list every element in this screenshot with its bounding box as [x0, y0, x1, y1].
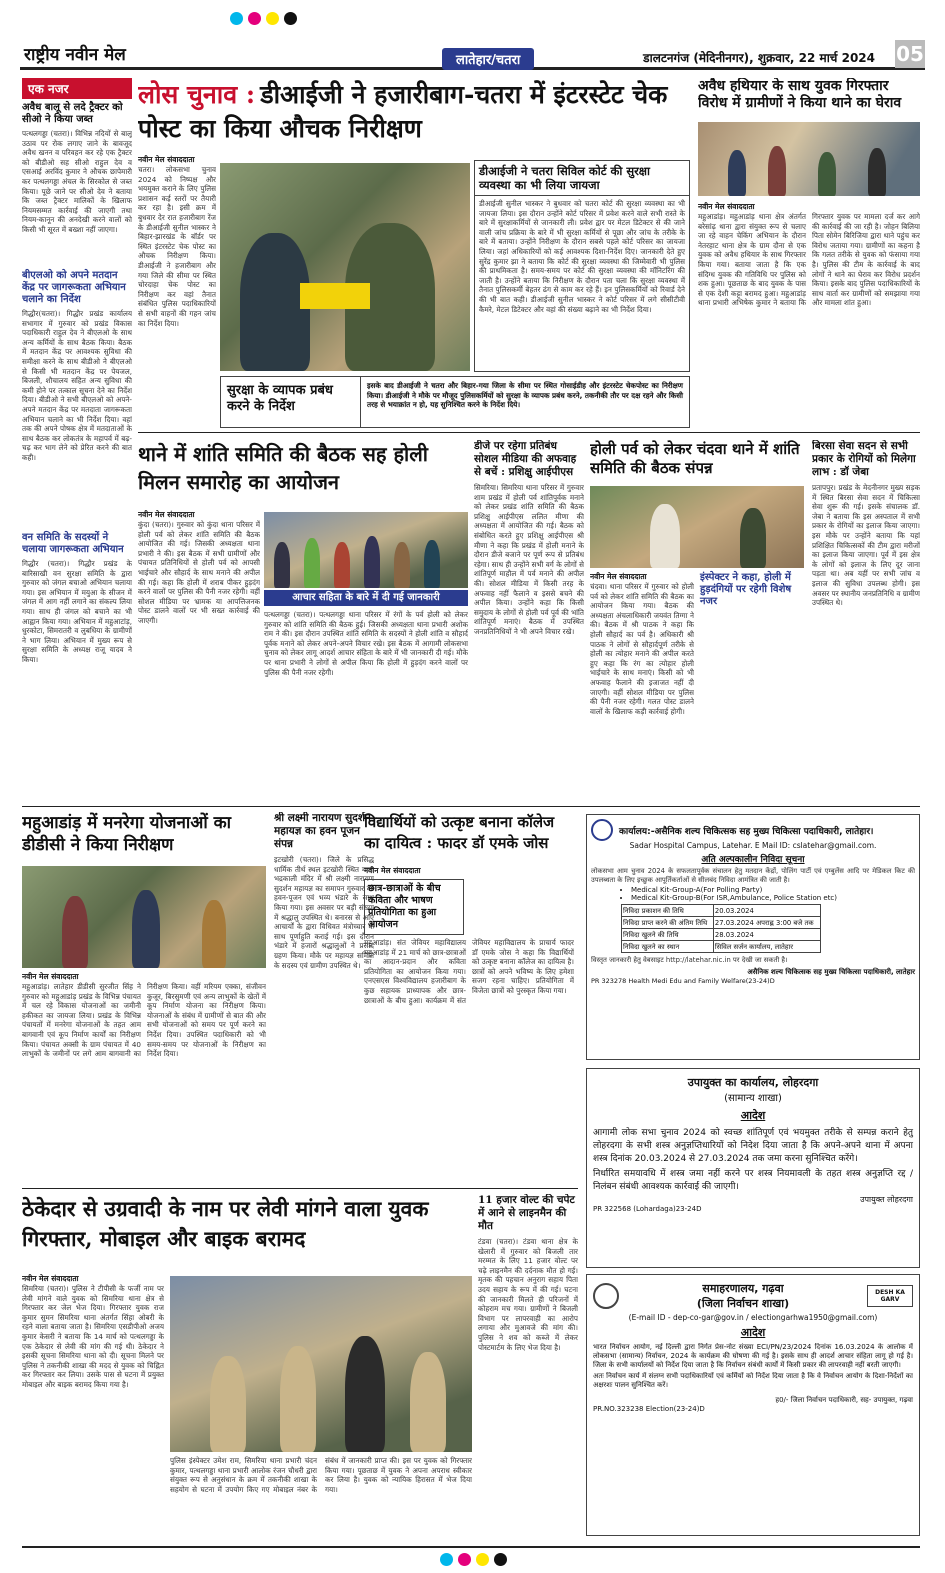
ad2-sign: उपायुक्त लोहरदगा: [860, 1195, 913, 1204]
college-headline: विद्यार्थियों को उत्कृष्ट बनाना कॉलेज का दायित्व : फादर डॉ एमके जोस: [364, 813, 555, 852]
holi-text: चंदवा। थाना परिसर में गुरुवार को होली पर्व को लेकर शांति समिति की बैठक का आयोजन किया गया। बैठक की अध्यक्षता अंचलाधिकारी जयवंत तिग्गा ने की। बैठक में श्री पाठक ने कहा कि होली सौहार्द का पर्व है। अधिकारी श्री पाठक ने लोगों से सौहार्दपूर्ण तरीके से होली का त्योहार मनाने की अपील करते हुए कहा कि रंग का त्योहार होली भाईचारे के साथ मनाएं। किसी को भी अफवाह फैलाने की इजाजत नहीं दी जाएगी। वहीं सोशल मीडिया पर पुलिस की पैनी नजर रहेगी। गलत पोस्ट डालने वालों के खिलाफ कड़ी कार्रवाई होगी।: [590, 582, 694, 716]
lead-sub-title: डीआईजी ने चतरा सिविल कोर्ट की सुरक्षा व्यवस्था का भी लिया जायजा: [475, 161, 689, 196]
holi-title: होली पर्व को लेकर चंदवा थाने में शांति समिति की बैठक संपन्न: [590, 440, 800, 477]
thekedar-photo: [170, 1276, 472, 1452]
ad2-pr: PR 322568 (Lohardaga)23-24D: [593, 1205, 702, 1213]
ek-nazar-column: [22, 78, 132, 794]
ad1-title: अति अल्पकालीन निविदा सूचना: [701, 855, 805, 865]
mgnrega-text: महुआडांड़। लातेहार डीडीसी सुरजीत सिंह ने गुरुवार को महुआडांड़ प्रखंड के विभिन्न पंचायत में चल रहे विकास योजनाओं का जमीनी हकीकत का जायजा लिया। प्रखंड के विभिन्न पंचायतों में मनरेगा योजनाओं के तहत आम बागवानी एवं कूप निर्माण कार्यों का निरीक्षण किया। पंचायत अक्सी के ग्राम पंचायत में 40 लाभुकों के जमीनों पर लगे आम बागवानी का निरीक्षण किया। वहीं मरियम एक्का, संजीवन कुजूर, बिरसुमणी एवं अन्य लाभुकों के खेतों में कूप निर्माण योजना का निरीक्षण किया। योजनाओं के संबंध में ग्रामीणों से बात की और सभी योजनाओं को समय पर पूर्ण करने का निर्देश दिया। उपस्थित पदाधिकारी को भी समय-समय पर योजनाओं के निरीक्षण का निर्देश दिया।: [22, 982, 266, 1059]
ad2-body-2: निर्धारित समयावधि में शस्त्र जमा नहीं करने पर शस्त्र नियमावली के तहत शस्त्र अनुज्ञप्ति रद्द / निलंबन संबंधी आवश्यक कार्रवाई की जाएगी।: [593, 1169, 913, 1192]
ad1-footer: विस्तृत जानकारी हेतु वेबसाइट http://latehar.nic.in पर देखी जा सकती है।: [591, 956, 788, 965]
ad1-item: • Medical Kit-Group-A(For Polling Party): [631, 886, 915, 894]
shanti-body: [138, 510, 260, 800]
ad1-body: लोकसभा आम चुनाव 2024 के सफलतापूर्वक संचालन हेतु मतदान केंद्रों, पोलिंग पार्टी एवं एम्बुलेंस आदि पर मेडिकल किट की उपलब्धता के लिए इच्छुक आपूर्तिकर्ताओं से सीलबंद निविदा आमंत्रित की जाती है।: [591, 867, 915, 884]
shanti-byline: नवीन मेल संवाददाता: [138, 510, 195, 519]
ad2-office: उपायुक्त का कार्यालय, लोहरदगा: [687, 1076, 819, 1089]
shanti-photo: [264, 512, 468, 588]
thekedar-byline: नवीन मेल संवाददाता: [22, 1274, 79, 1283]
ad3-sub: (जिला निर्वाचन शाखा): [696, 1297, 790, 1310]
masthead: [20, 40, 925, 70]
table-row: निविदा प्रकाशन की तिथि 20.03.2024: [622, 905, 821, 917]
mgnrega-headline: महुआडांड़ में मनरेगा योजनाओं का डीडीसी ने किया निरीक्षण: [22, 813, 232, 855]
lead-sub-text: डीआईजी सुनील भास्कर ने बुधवार को चतरा कोर्ट की सुरक्षा व्यवस्था का भी जायजा लिया। इस दौरान उन्होंने कोर्ट परिसर में प्रवेश करने वाले सभी रास्ते के बारे में सुरक्षाकर्मियों से जानकारी ली। प्रवेश द्वार पर मेटल डिटेक्टर से की जाने वाली जांच प्रक्रिया के बारे में भी सुरक्षा कर्मियों से पूछा और जांच के तरीके के बारे में बताया। उन्होंने निरीक्षण के दौरान सबसे पहले कोर्ट परिसर का जायजा लिया। जहां अधिकारियों को कई आवश्यक दिशा-निर्देश दिए। जानकारी देते हुए सुरेंद्र कुमार झा ने बताया कि कोर्ट की सुरक्षा व्यवस्था की जिम्मेवारी भी पुलिस की प्राथमिकता है। समय-समय पर कोर्ट की सुरक्षा व्यवस्था की मॉनिटरिंग की जाती है। उन्होंने बताया कि निरीक्षण के दौरान पता चला कि सुरक्षा व्यवस्था में तैनात पुलिसकर्मी बेहतर ढंग से काम कर रहे हैं। इन पुलिसकर्मियों को रिवार्ड देने की भी बात कही। डीआईजी सुनील भास्कर ने कोर्ट परिसर में लगे सीसीटीवी कैमरे, मेटल डिटेक्टर और वहां की संख्या बढ़ाने का भी निर्देश दिया।: [479, 199, 685, 314]
ad3-body-2: अतः निर्वाचन कार्य में संलग्न सभी पदाधिकारियों एवं कर्मियों को निर्देश दिया जाता है कि वे निर्वाचन आयोग के दिशा-निर्देशों का अक्षरशः पालन सुनिश्चित करें।: [593, 1372, 913, 1389]
mgnrega-photo: [22, 866, 266, 968]
thekedar-text: सिमरिया (चतरा)। पुलिस ने टीपीसी के फर्जी नाम पर लेवी मांगने वाले युवक को सिमरिया थाना क्षेत्र से गिरफ्तार कर जेल भेज दिया। गिरफ्तार युवक राज कुमार सुमन सिमरिया थाना अंतर्गत सिंहा ओबरी के रहने वाला बताया जाता है। सिमरिया एसडीपीओ अजय कुमार केसरी ने बताया कि 14 मार्च को पत्थलगड्डा के एक ठेकेदार से लेवी की मांग की गई थी। ठेकेदार ने इसकी सूचना सिमरिया थाना को दी। सूचना मिलने पर पुलिस ने तकनीकी शाखा की मदद से युवक को चिह्नित कर गिरफ्तार कर लिया। उसके पास से घटना में प्रयुक्त मोबाइल और बाइक बरामद किया गया है।: [22, 1284, 164, 1389]
hawan-title: श्री लक्ष्मी नारायण सुदर्शन महायज्ञ का हवन पूजन संपन्न: [274, 812, 371, 850]
college-body: [364, 866, 574, 1182]
birsa-text: प्रतापपुर। प्रखंड के मेदनीनगर मुख्य सड़क में स्थित बिरसा सेवा सदन में चिकित्सा सेवा शुरू की गई। इसके संचालक डॉ. जेबा ने बताया कि इस अस्पताल में सभी प्रकार के रोगियों का इलाज किया जाएगा। इस मौके पर उन्होंने बताया कि यहां प्रशिक्षित चिकित्सकों की टीम द्वारा मरीजों का इलाज किया जाएगा। पूर्व में इस क्षेत्र के लोगों को इलाज के लिए दूर जाना पड़ता था। अब यहीं पर सभी जांच व इलाज की सुविधा उपलब्ध होगी। इस अवसर पर स्थानीय जनप्रतिनिधि व ग्रामीण उपस्थित थे।: [812, 483, 920, 608]
lead-callout: [220, 376, 690, 428]
tender-notice-ad: [586, 814, 920, 1060]
lead-prefix: लोस चुनाव :: [138, 80, 256, 109]
holi-inset: इंस्पेक्टर ने कहा, होली में हुड़दंगियों पर रहेगी विशेष नजर: [700, 572, 792, 607]
thekedar-text-2: पुलिस इंस्पेक्टर उमेश राम, सिमरिया थाना प्रभारी चंदन कुमार, पत्थलगड्डा थाना प्रभारी आलोक रंजन चौधरी द्वारा संयुक्त रूप से अनुसंधान के क्रम में तकनीकी शाखा के सहयोग से घटना में उपयोग किए गए मोबाइल नंबर के संबंध में जानकारी प्राप्त की। इस पर युवक को गिरफ्तार किया गया। पूछताछ में युवक ने अपना अपराध स्वीकार कर लिया है। युवक को न्यायिक हिरासत में भेज दिया गया।: [170, 1456, 472, 1494]
paper-name: राष्ट्रीय नवीन मेल: [24, 45, 126, 65]
dj-article: [474, 440, 584, 800]
lead-photo: [220, 163, 470, 371]
college-text: महुआडांड़। संत जेवियर महाविद्यालय महुआडांड़ में 21 मार्च को छात्र-छात्राओं का आदान-प्रदान और कविता प्रतियोगिता का आयोजन किया गया। एनएसएस विश्वविद्यालय हजारीबाग के कुछ सहायक प्राध्यापक और छात्र-छात्राओं के बीच हुआ। कार्यक्रम में संत जेवियर महाविद्यालय के प्राचार्य फादर डॉ एमके जोस ने कहा कि विद्यार्थियों को उत्कृष्ट बनाना कॉलेज का दायित्व है। छात्रों को अपने भविष्य के लिए हमेशा सजग रहना चाहिए। प्रतियोगिता में विजेता छात्रों को पुरस्कृत किया गया।: [364, 938, 574, 1005]
lead-text: चतरा। लोकसभा चुनाव 2024 को निष्पक्ष और भयमुक्त कराने के लिए पुलिस प्रशासन कई स्तरों पर तैयारी कर रहा है। इसी क्रम में बुधवार देर रात हजारीबाग रेंज के डीआईजी सुनील भास्कर ने बिहार-झारखंड के बॉर्डर पर स्थित इंटरस्टेट चेक पोस्ट का औचक निरीक्षण किया। डीआईजी ने हजारीबाग और गया जिले की सीमा पर स्थित चोरदाहा चेक पोस्ट का निरीक्षण कर वहां तैनात संबंधित पुलिस पदाधिकारियों से सभी वाहनों की गहन जांच का निर्देश दिया।: [138, 165, 216, 328]
mgnrega-byline: नवीन मेल संवाददाता: [22, 972, 79, 981]
arrest-byline: नवीन मेल संवाददाता: [698, 202, 755, 211]
election-order-ad: [586, 1274, 920, 1536]
dj-text: सिमरिया। सिमरिया थाना परिसर में गुरुवार शाम प्रखंड में होली पर्व शांतिपूर्वक मनाने को लेकर प्रखंड शांति समिति की बैठक प्रशिक्षु आईपीएस ललित मीणा की अध्यक्षता में आयोजित की गई। बैठक को संबोधित करते हुए प्रशिक्षु आईपीएस श्री मीणा ने कहा कि प्रखंड में होली मनाने के दौरान डीजे बजाने पर पूर्ण रूप से प्रतिबंध रहेगा। साथ ही उन्होंने सभी वर्ग के लोगों से शांतिपूर्ण माहौल में पर्व मनाने की अपील की। सोशल मीडिया में किसी तरह के अफवाह नहीं फैलाने व इससे बचने की अपील किया। उन्होंने कहा कि किसी समुदाय के लोगों से होली पर्व पूर्व की भांति शांतिपूर्ण मनाएं। बैठक में उपस्थित जनप्रतिनिधियों ने भी अपने विचार रखे।: [474, 483, 584, 636]
ad2-body: आगामी लोक सभा चुनाव 2024 को स्वच्छ शांतिपूर्ण एवं भयमुक्त तरीके से सम्पन्न कराने हेतु लोहरदगा के सभी शस्त्र अनुज्ञप्तिधारियों को निदेश दिया जाता है कि अपने-अपने थाना में अपना शस्त्र दिनांक 20.03.2024 से 27.03.2024 तक जमा करना सुनिश्चित करेंगे।: [593, 1128, 913, 1164]
ad3-pr: PR.NO.323238 Election(23-24)D: [593, 1405, 705, 1413]
thekedar-headline: ठेकेदार से उग्रवादी के नाम पर लेवी मांगने वाला युवक गिरफ्तार, मोबाइल और बाइक बरामद: [22, 1196, 429, 1251]
brief-1-text: पत्थलगड्डा (चतरा)। विभिन्न नदियों से बालू उठाव पर रोक लगाए जाने के बावजूद अवैध खनन व परिवहन कर रहे एक ट्रैक्टर को बीडीओ सह सीओ राहुल देव व एसआई अरविंद कुमार ने औचक छापेमारी कर पत्थलगड्डा अंचल के सिरकोल से जब्त किया। पूछे जाने पर सीओ देव ने बताया कि जब्त ट्रैक्टर मालिकों के खिलाफ नियमसम्मत कार्रवाई की जाएगी तथा नियम-कानून की अनदेखी करने वालों को किसी भी सूरत में बख्शा नहीं जाएगा।: [22, 129, 132, 234]
brief-3-text: गिद्धौर (चतरा)। गिद्धौर प्रखंड के बारिसाखी वन सुरक्षा समिति के द्वारा गुरुवार को जंगल बचाओ अभियान चलाया गया। इस अभियान में मयुआ के सीजन में जंगल में आग नहीं लगाने का संकल्प लिया गया। साथ ही जंगल को बचाने का भी आह्वान किया गया। अभियान में महुआटांड़, धुरकोटा, सिमरातरी व लुबधिया के ग्रामीणों ने भाग लिया। अभियान में मुख्य रूप से सुरक्षा समिति के अध्यक्ष राजू यादव ने किया।: [22, 559, 132, 664]
ad1-address: Sadar Hospital Campus, Latehar. E Mail ID: cslatehar@gmail.com.: [629, 841, 877, 850]
desh-ka-garv-logo: DESH KA GARV: [867, 1285, 913, 1307]
ek-nazar-label: एक नजर: [22, 78, 132, 99]
electric-title: 11 हजार वोल्ट की चपेट में आने से लाइनमैन की मौत: [478, 1194, 575, 1232]
ad1-item: • Medical Kit-Group-B(For ISR,Ambulance, Police Station etc): [631, 894, 915, 902]
college-byline: नवीन मेल संवाददाता: [364, 866, 421, 875]
emblem-icon: [593, 1283, 619, 1309]
shanti-text: कुंदा (चतरा)। गुरुवार को कुंदा थाना परिसर में होली पर्व को लेकर शांति समिति की बैठक आयोजित की गई। जिसकी अध्यक्षता थाना प्रभारी ने की। इस बैठक में सभी ग्रामीणों और पंचायत प्रतिनिधियों से होली पर्व को आपसी भाईचारे और सौहार्द के साथ मनाने की अपील की गई। कहा कि होली में शराब पीकर हुड़दंग करने वालों पर पुलिस की पैनी नजर रहेगी। वहीं सोशल मीडिया पर भ्रामक या आपत्तिजनक पोस्ट डालने वालों पर भी सख्त कार्रवाई की जाएगी।: [138, 520, 260, 625]
ad1-table: [621, 904, 821, 953]
color-registration-dots-top: [230, 12, 297, 25]
dj-title: डीजे पर रहेगा प्रतिबंध सोशल मीडिया की अफवाह से बचें : प्रशिक्षु आईपीएस: [474, 440, 577, 478]
table-row: निविदा खुलने का स्थान सिविल सर्जन कार्यालय, लातेहार: [622, 941, 821, 953]
brief-1-headline: अवैध बालू से लदे ट्रैक्टर को सीओ ने किया जब्त: [22, 102, 123, 125]
brief-2-headline: बीएलओ को अपने मतदान केंद्र पर जागरूकता अभियान चलाने का निर्देश: [22, 270, 126, 305]
page-number: 05: [896, 42, 924, 66]
ad3-email: (E-mail ID - dep-co-gar@gov.in / electiongarhwa1950@gmail.com): [628, 1313, 878, 1322]
hawan-text: इटखोरी (चतरा)। जिले के प्रसिद्ध धार्मिक तीर्थ स्थल इटखोरी स्थित माता भद्रकाली मंदिर में श्री लक्ष्मी नारायण सुदर्शन महायज्ञ का समापन गुरुवार को हवन-पूजन एवं भव्य भंडारे के साथ किया गया। इस अवसर पर बड़ी संख्या में श्रद्धालु उपस्थित थे। बनारस से आए आचार्यों के द्वारा विधिवत मंत्रोच्चार के साथ पूर्णाहुति कराई गई। इस दौरान भंडारे में हजारों श्रद्धालुओं ने प्रसाद ग्रहण किया। मौके पर महायज्ञ समिति के सदस्य एवं ग्रामीण उपस्थित थे।: [274, 855, 374, 970]
callout-text: इसके बाद डीआईजी ने चतरा और बिहार-गया जिला के सीमा पर स्थित गोसाईडीह और इंटरस्टेट चेकपोस्ट का निरीक्षण किया। डीआईजी ने मौके पर मौजूद पुलिसकर्मियों को सुरक्षा के व्यापक प्रबंध करने, तकनीकी तौर पर दक्ष रहने और किसी तरह से भयाक्रांत न हो, यह सुनिश्चित करने के निर्देश दिये।: [367, 381, 683, 410]
ad3-sign: ह0/- जिला निर्वाचन पदाधिकारी, सह- उपायुक्त, गढ़वा: [775, 1396, 913, 1404]
ad1-office: कार्यालय:-असैनिक शल्य चिकित्सक सह मुख्य चिकित्सा पदाधिकारी, लातेहार।: [619, 826, 874, 837]
lead-body: [138, 155, 216, 427]
brief-3-headline: वन समिति के सदस्यों ने चलाया जागरूकता अभियान: [22, 532, 124, 555]
color-registration-dots-bottom: [440, 1553, 507, 1566]
arrest-article: [698, 78, 920, 438]
thekedar-body: [22, 1274, 164, 1536]
shanti-text-2: पत्थलगड्डा (चतरा)। पत्थलगड्डा थाना परिसर में रंगों के पर्व होली को लेकर गुरुवार को शांति समिति की बैठक हुई। जिसकी अध्यक्षता थाना प्रभारी अशोक राम ने की। इस दौरान उपस्थित शांति समिति के सदस्यों ने होली शांति व सौहार्द पूर्वक मनाने को लेकर अपने-अपने विचार रखे। इस बैठक में आगामी लोकसभा चुनाव को लेकर लागू आदर्श आचार संहिता के बारे में भी जानकारी दी गई। मौके पर थाना प्रभारी ने लोगों से अपील किया कि होली में हुड़दंग करने वालों पर पुलिस की पैनी नजर रहेगी।: [264, 610, 468, 677]
holi-byline: नवीन मेल संवाददाता: [590, 572, 647, 581]
jharkhand-emblem-icon: [591, 819, 613, 841]
electric-text: टंडवा (चतरा)। टंडवा थाना क्षेत्र के खेलारी में गुरुवार को बिजली तार मरम्मत के लिए 11 हजार वोल्ट पर चढ़े लाइनमैन की दर्दनाक मौत हो गई। मृतक की पहचान अनुराग सहाय पिता उदय सहाय के रूप में की गई। घटना की जानकारी मिलते ही परिजनों में कोहराम मच गया। ग्रामीणों ने बिजली विभाग पर लापरवाही का आरोप लगाया और मुआवजे की मांग की। पुलिस ने शव को कब्जे में लेकर पोस्टमार्टम के लिए भेज दिया है।: [478, 1237, 578, 1352]
table-row: निविदा प्राप्त करने की अंतिम तिथि 27.03.2024 अपराह्न 3:00 बजे तक: [622, 917, 821, 929]
ad3-office: समाहरणालय, गढ़वा: [702, 1282, 784, 1295]
ad3-body: भारत निर्वाचन आयोग, नई दिल्ली द्वारा निर्गत प्रेस-नोट संख्या ECI/PN/23/2024 दिनांक 16.03.2024 के आलोक में लोकसभा (सामान्य) निर्वाचन, 2024 के कार्यक्रम की घोषणा की गई है। इसके साथ ही आदर्श आचार संहिता लागू हो गई है। जिला के सभी कार्यालयों को निर्देश दिया जाता है कि निर्वाचन संबंधी कार्यों में किसी प्रकार की लापरवाही नहीं बरती जाएगी।: [593, 1343, 913, 1369]
table-row: निविदा खुलने की तिथि 28.03.2024: [622, 929, 821, 941]
ad1-pr: PR 323278 Health Medi Edu and Family Welfare(23-24)D: [591, 976, 775, 985]
birsa-title: बिरसा सेवा सदन से सभी प्रकार के रोगियों को मिलेगा लाभ : डॉ जेबा: [812, 440, 916, 478]
section-tab: लातेहार/चतरा: [442, 48, 534, 70]
callout-head: सुरक्षा के व्यापक प्रबंध करने के निर्देश: [221, 377, 361, 427]
ad3-title: आदेश: [740, 1326, 766, 1339]
holi-article: [590, 440, 804, 800]
arrest-title: अवैध हथियार के साथ युवक गिरफ्तार विरोध में ग्रामीणों ने किया थाने का घेराव: [698, 78, 902, 111]
arms-deposit-order-ad: [586, 1068, 920, 1268]
college-inset: छात्र-छात्राओं के बीच कविता और भाषण प्रतियोगिता का हुआ आयोजन: [364, 879, 464, 935]
lead-headline: [138, 78, 690, 150]
lead-title: डीआईजी ने हजारीबाग-चतरा में इंटरस्टेट चेक पोस्ट का किया औचक निरीक्षण: [138, 80, 668, 143]
mgnrega-body: [22, 972, 266, 1182]
electric-article: [478, 1194, 578, 1536]
arrest-text: महुआडांड़। महुआडांड़ थाना क्षेत्र अंतर्गत बरेसांढ़ थाना द्वारा संयुक्त रूप से चलाए जा रहे वाहन चेकिंग अभियान के दौरान नेतरहाट थाना क्षेत्र के ग्राम दौना से एक युवक को अवैध हथियार के साथ गिरफ्तार किया गया। बताया जाता है कि एक संदिग्ध युवक की गतिविधि पर पुलिस को शक हुआ। पूछताछ के बाद युवक के पास से एक देशी कट्टा बरामद हुआ। महुआडांड़ थाना प्रभारी अभिषेक कुमार ने बताया कि गिरफ्तार युवक पर मामला दर्ज कर आगे की कार्रवाई की जा रही है। जोहन बिलिया पिता सोमेन बिरिजिया द्वारा थाने पहुंच कर विरोध जताया गया। ग्रामीणों का कहना है कि गलत तरीके से युवक को फंसाया गया है। पुलिस की टीम के कार्रवाई के बाद लोगों ने थाने का घेराव कर विरोध प्रदर्शन किया। इसके बाद पुलिस पदाधिकारियों के साथ वार्ता कर ग्रामीणों को समझाया गया और मामला शांत हुआ।: [698, 212, 920, 308]
lead-subarticle: [474, 160, 690, 372]
issue-date: डालटनगंज (मेदिनीनगर), शुक्रवार, 22 मार्च 2024: [643, 51, 875, 65]
lead-byline: नवीन मेल संवाददाता: [138, 155, 195, 164]
hawan-article: [274, 812, 374, 1182]
shanti-caption: आचार सहिता के बारे में दी गई जानकारी: [264, 590, 468, 606]
ad1-sign: असैनिक शल्य चिकित्सक सह मुख्य चिकित्सा पदाधिकारी, लातेहार: [747, 967, 915, 976]
ad2-sub: (सामान्य शाखा): [724, 1093, 782, 1104]
arrest-photo: [698, 122, 920, 196]
holi-photo: [590, 486, 804, 568]
ad2-title: आदेश: [740, 1109, 766, 1122]
birsa-article: [812, 440, 920, 800]
brief-2-text: गिद्धौर(चतरा)। गिद्धौर प्रखंड कार्यालय सभागार में गुरुवार को प्रखंड विकास पदाधिकारी राहुल देव ने बीएलओ के साथ अन्य कर्मियों के साथ बैठक किया। बैठक में मतदान केंद्र पर आवश्यक सुविधा की समीक्षा करने के साथ बीडीओ ने बीएलओ से किसी भी मतदान केंद्र पर पेयजल, बिजली, शौचालय सहित अन्य सुविधा की कमी होने पर तत्काल सूचना देने का निर्देश दिया। बीडीओ ने सभी बीएलओ को अपने-अपने मतदान केंद्र पर मतदाता जागरूकता अभियान चलाने का भी निर्देश दिया। वहां तक की अपने पोषक क्षेत्र में मतदाताओं के साथ बैठक कर लोकतंत्र के महापर्व में बढ़-चढ़ कर भाग लेने को प्रेरित करने की बात कही।: [22, 309, 132, 462]
shanti-headline: थाने में शांति समिति की बैठक सह होली मिलन समारोह का आयोजन: [138, 442, 428, 494]
